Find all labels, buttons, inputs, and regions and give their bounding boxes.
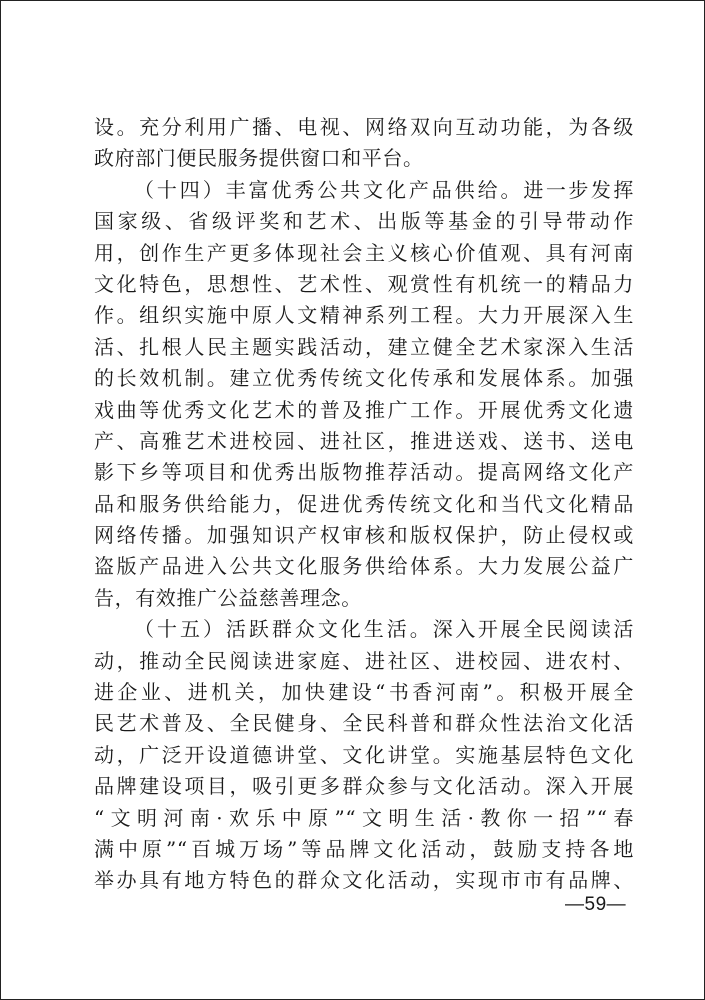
- text-line: 进企业、进机关，加快建设“书香河南”。积极开展全: [94, 680, 634, 705]
- section-14-text: 进一步发挥: [523, 177, 635, 202]
- text-line: 满中原”“百城万场”等品牌文化活动，鼓励支持各地: [94, 836, 634, 861]
- text-line: 影下乡等项目和优秀出版物推荐活动。提高网络文化产: [94, 460, 634, 485]
- text-line: 活、扎根人民主题实践活动，建立健全艺术家深入生活: [94, 334, 634, 359]
- section-15-text: 深入开展全民阅读活: [432, 617, 634, 642]
- text-line: 设。充分利用广播、电视、网络双向互动功能，为各级: [94, 115, 634, 139]
- text-line: 盗版产品进入公共文化服务供给体系。大力发展公益广: [94, 554, 634, 579]
- section-15-line: [94, 614, 634, 645]
- section-14-heading: （十四）丰富优秀公共文化产品供给。: [134, 177, 524, 202]
- text-line: 动，广泛开设道德讲堂、文化讲堂。实施基层特色文化: [94, 742, 634, 767]
- text-line: 民艺术普及、全民健身、全民科普和群众性法治文化活: [94, 711, 634, 736]
- text-line: 政府部门便民服务提供窗口和平台。: [94, 146, 424, 171]
- text-line: 国家级、省级评奖和艺术、出版等基金的引导带动作: [94, 209, 634, 234]
- section-15-heading: （十五）活跃群众文化生活。: [134, 617, 433, 642]
- page-number: —59—: [565, 894, 627, 915]
- body-text: [94, 112, 634, 897]
- text-line: 用，创作生产更多体现社会主义核心价值观、具有河南: [94, 240, 634, 265]
- text-line: 动，推动全民阅读进家庭、进社区、进校园、进农村、: [94, 648, 634, 673]
- text-line: 的长效机制。建立优秀传统文化传承和发展体系。加强: [94, 366, 634, 391]
- text-line: 网络传播。加强知识产权审核和版权保护，防止侵权或: [94, 523, 634, 548]
- text-line: 品和服务供给能力，促进优秀传统文化和当代文化精品: [94, 491, 634, 516]
- text-line: “文明河南·欢乐中原”“文明生活·教你一招”“春: [94, 805, 634, 830]
- text-line: 文化特色，思想性、艺术性、观赏性有机统一的精品力: [94, 271, 634, 296]
- text-line: 产、高雅艺术进校园、进社区，推进送戏、送书、送电: [94, 428, 634, 453]
- text-line: 品牌建设项目，吸引更多群众参与文化活动。深入开展: [94, 774, 634, 799]
- section-14-line: [94, 175, 634, 206]
- text-line: 作。组织实施中原人文精神系列工程。大力开展深入生: [94, 303, 634, 328]
- text-line: 告，有效推广公益慈善理念。: [94, 585, 362, 610]
- text-line: 戏曲等优秀文化艺术的普及推广工作。开展优秀文化遗: [94, 397, 634, 422]
- text-line: 举办具有地方特色的群众文化活动，实现市市有品牌、: [94, 868, 634, 893]
